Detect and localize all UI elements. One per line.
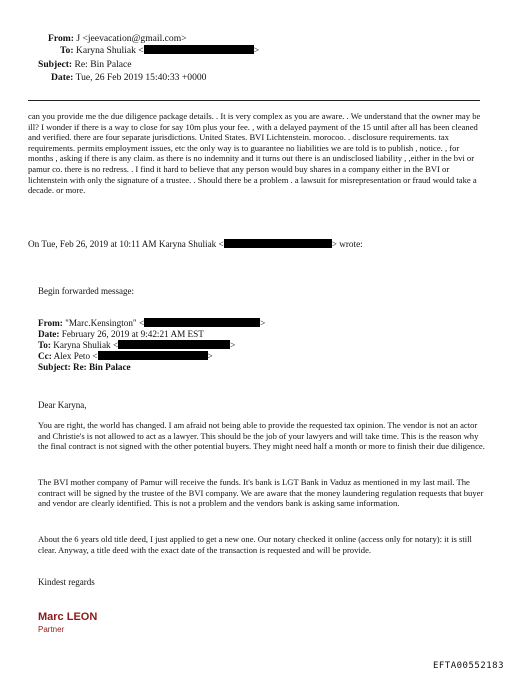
fwd-from-line: [38, 318, 265, 329]
email-header-date: [51, 72, 206, 84]
fwd-from-label: From:: [38, 318, 63, 328]
email-header-subject: [38, 59, 132, 71]
subject-label: Subject:: [38, 59, 73, 70]
subject-value: Re: Bin Palace: [74, 59, 132, 70]
date-value: Tue, 26 Feb 2019 15:40:33 +0000: [75, 72, 207, 83]
to-close: >: [253, 45, 260, 56]
fwd-cc-label: Cc:: [38, 351, 52, 361]
fwd-subject-label: Subject:: [38, 362, 71, 372]
fwd-from-close: >: [260, 318, 266, 328]
fwd-date-label: Date:: [38, 329, 60, 339]
fwd-cc-close: >: [207, 351, 213, 361]
from-label: From:: [48, 33, 74, 44]
document-id: EFTA00552183: [432, 661, 504, 671]
fwd-cc-value: Alex Peto <: [53, 351, 98, 361]
redaction-box: [224, 239, 332, 248]
fwd-date-value: February 26, 2019 at 9:42:21 AM EST: [61, 329, 204, 339]
redaction-box: [144, 45, 254, 54]
quote-intro: [28, 238, 363, 250]
redaction-box: [144, 318, 260, 327]
to-value: Karyna Shuliak <: [75, 45, 144, 56]
fwd-cc-line: [38, 351, 265, 362]
fwd-subject-value: Re: Bin Palace: [72, 362, 131, 372]
fwd-subject-line: [38, 362, 265, 373]
redaction-box: [98, 351, 208, 360]
paragraph-2: The BVI mother company of Pamur will receive the funds. It's bank is LGT Bank in Vaduz as mentioned in my last mail. The contract will be signed by the trustee of the BVI company. We are aware that the money laundering regulation requests that buyer and vendor are clearly identified. This is not a problem and the vendors bank is asking same information.: [38, 477, 484, 509]
redaction-box: [118, 340, 230, 349]
fwd-date-line: [38, 329, 265, 340]
reply-body: can you provide me the due diligence package details. . It is very complex as you are aware. . We understand that the owner may be ill? I wonder if there is a way to close for say 10m plus your fee. , with a delayed payment of the 15 until after all has been cleaned and verified. there are four separate jurisdictions. United States. BVI Lichtenstein. morocoo. . disclosure requirements. tax requirements. permits employment issues, etc the only way is to guarantee no liabilities we are told is to publish , notice. , for months , asking if there is any claim. as there is no indemnity and it turns out there is an undisclosed liability , ,either in the bvi or pamur co. there is no redress. . I find it hard to believe that any person would buy shares in a company either in the BVI or lichtenstein with only the signature of a trustee. . Should there be a problem . a lawsuit for misrepresentation or fraud would take a decade. or more.: [28, 111, 481, 196]
paragraph-1: You are right, the world has changed. I am afraid not being able to provide the requested tax opinion. The vendor is not an actor and Christie's is not allowed to act as a lawyer. This should be the job of your lawyers and will take time. This is the reason why the final contract is not signed with the other potential buyers. They might need half a month or more to finish their due diligence.: [38, 420, 485, 452]
to-label: To:: [60, 45, 74, 56]
closing: Kindest regards: [38, 577, 95, 587]
signature-name: Marc LEON: [38, 611, 98, 623]
date-label: Date:: [51, 72, 74, 83]
quote-intro-suffix: > wrote:: [331, 239, 363, 249]
from-value: J <jeevacation@gmail.com>: [76, 33, 187, 44]
quote-intro-prefix: On Tue, Feb 26, 2019 at 10:11 AM Karyna Shuliak <: [28, 239, 224, 249]
fwd-to-close: >: [230, 340, 236, 350]
fwd-to-line: [38, 340, 265, 351]
forwarded-label: Begin forwarded message:: [38, 286, 134, 296]
header-divider: [28, 100, 480, 101]
email-header-from: [48, 33, 187, 45]
signature-title: Partner: [38, 625, 65, 634]
email-header-to: [60, 45, 259, 57]
forwarded-header: [38, 318, 265, 373]
fwd-to-label: To:: [38, 340, 51, 350]
fwd-from-value: "Marc.Kensington" <: [65, 318, 145, 328]
greeting: Dear Karyna,: [38, 400, 87, 410]
fwd-to-value: Karyna Shuliak <: [53, 340, 119, 350]
paragraph-3: About the 6 years old title deed, I just applied to get a new one. Our notary checked it online (access only for notary): it is still clear. Anyway, a title deed with the exact date of the transaction is requested and will be provide.: [38, 534, 472, 555]
